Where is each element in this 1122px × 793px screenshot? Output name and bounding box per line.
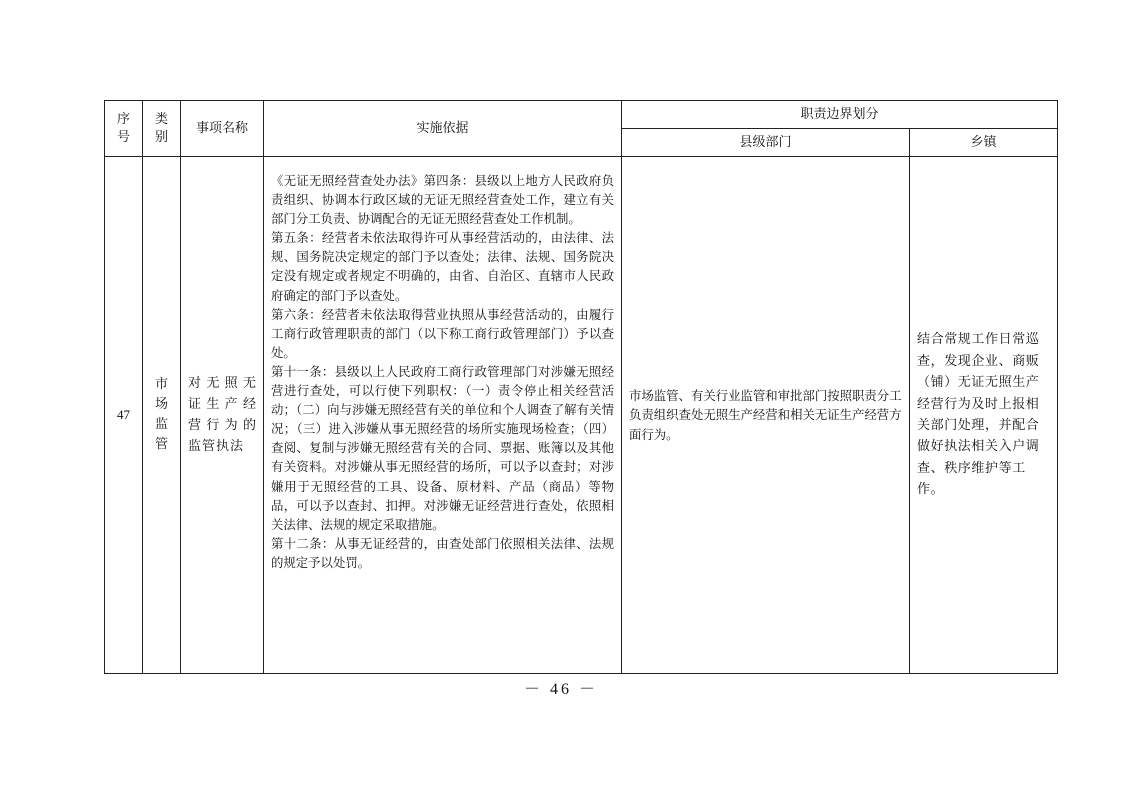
header-item-name: 事项名称 — [181, 101, 264, 157]
header-town: 乡镇 — [910, 129, 1058, 157]
cell-category: 市 场 监 管 — [143, 157, 181, 674]
basis-paragraph: 第十二条：从事无证经营的，由查处部门依照相关法律、法规的规定予以处罚。 — [271, 535, 614, 570]
table-row — [105, 157, 1058, 674]
header-county: 县级部门 — [622, 129, 910, 157]
responsibility-table — [104, 100, 1058, 674]
basis-paragraph: 第五条：经营者未依法取得许可从事经营活动的，由法律、法规、国务院决定规定的部门予以查处；法律、法规、国务院决定没有规定或者规定不明确的，由省、自治区、直辖市人民政府确定的部门予以查处。 — [271, 230, 614, 303]
page-number: － 46 － — [523, 681, 598, 698]
header-basis: 实施依据 — [264, 101, 622, 157]
basis-paragraph: 第六条：经营者未依法取得营业执照从事经营活动的，由履行工商行政管理职责的部门（以下称工商行政管理部门）予以查处。 — [271, 306, 614, 360]
cell-basis — [264, 157, 622, 674]
header-responsibility: 职责边界划分 — [622, 101, 1058, 129]
cell-seq: 47 — [105, 157, 143, 674]
cell-item-name: 对无照无证生产经营行为的监管执法 — [181, 157, 264, 674]
header-category: 类 别 — [143, 101, 181, 157]
basis-paragraph: 《无证无照经营查处办法》第四条：县级以上地方人民政府负责组织、协调本行政区域的无证无照经营查处工作，建立有关部门分工负责、协调配合的无证无照经营查处工作机制。 — [271, 173, 614, 227]
header-seq: 序 号 — [105, 101, 143, 157]
basis-paragraph: 第十一条：县级以上人民政府工商行政管理部门对涉嫌无照经营进行查处，可以行使下列职权：（一）责令停止相关经营活动；（二）向与涉嫌无照经营有关的单位和个人调查了解有关情况；（三）进入涉嫌从事无照经营的场所实施现场检查；（四）查阅、复制与涉嫌无照经营有关的合同、票据、账簿以及其他有关资料。对涉嫌从事无照经营的场所，可以予以查封；对涉嫌用于无照经营的工具、设备、原材料、产品（商品）等物品，可以予以查封、扣押。对涉嫌无证经营进行查处，依照相关法律、法规的规定采取措施。 — [271, 363, 614, 532]
cell-county: 市场监管、有关行业监管和审批部门按照职责分工负责组织查处无照生产经营和相关无证生产经营方面行为。 — [622, 157, 910, 674]
cell-town: 结合常规工作日常巡查，发现企业、商贩（铺）无证无照生产经营行为及时上报相关部门处理，并配合做好执法相关入户调查、秩序维护等工作。 — [910, 157, 1058, 674]
